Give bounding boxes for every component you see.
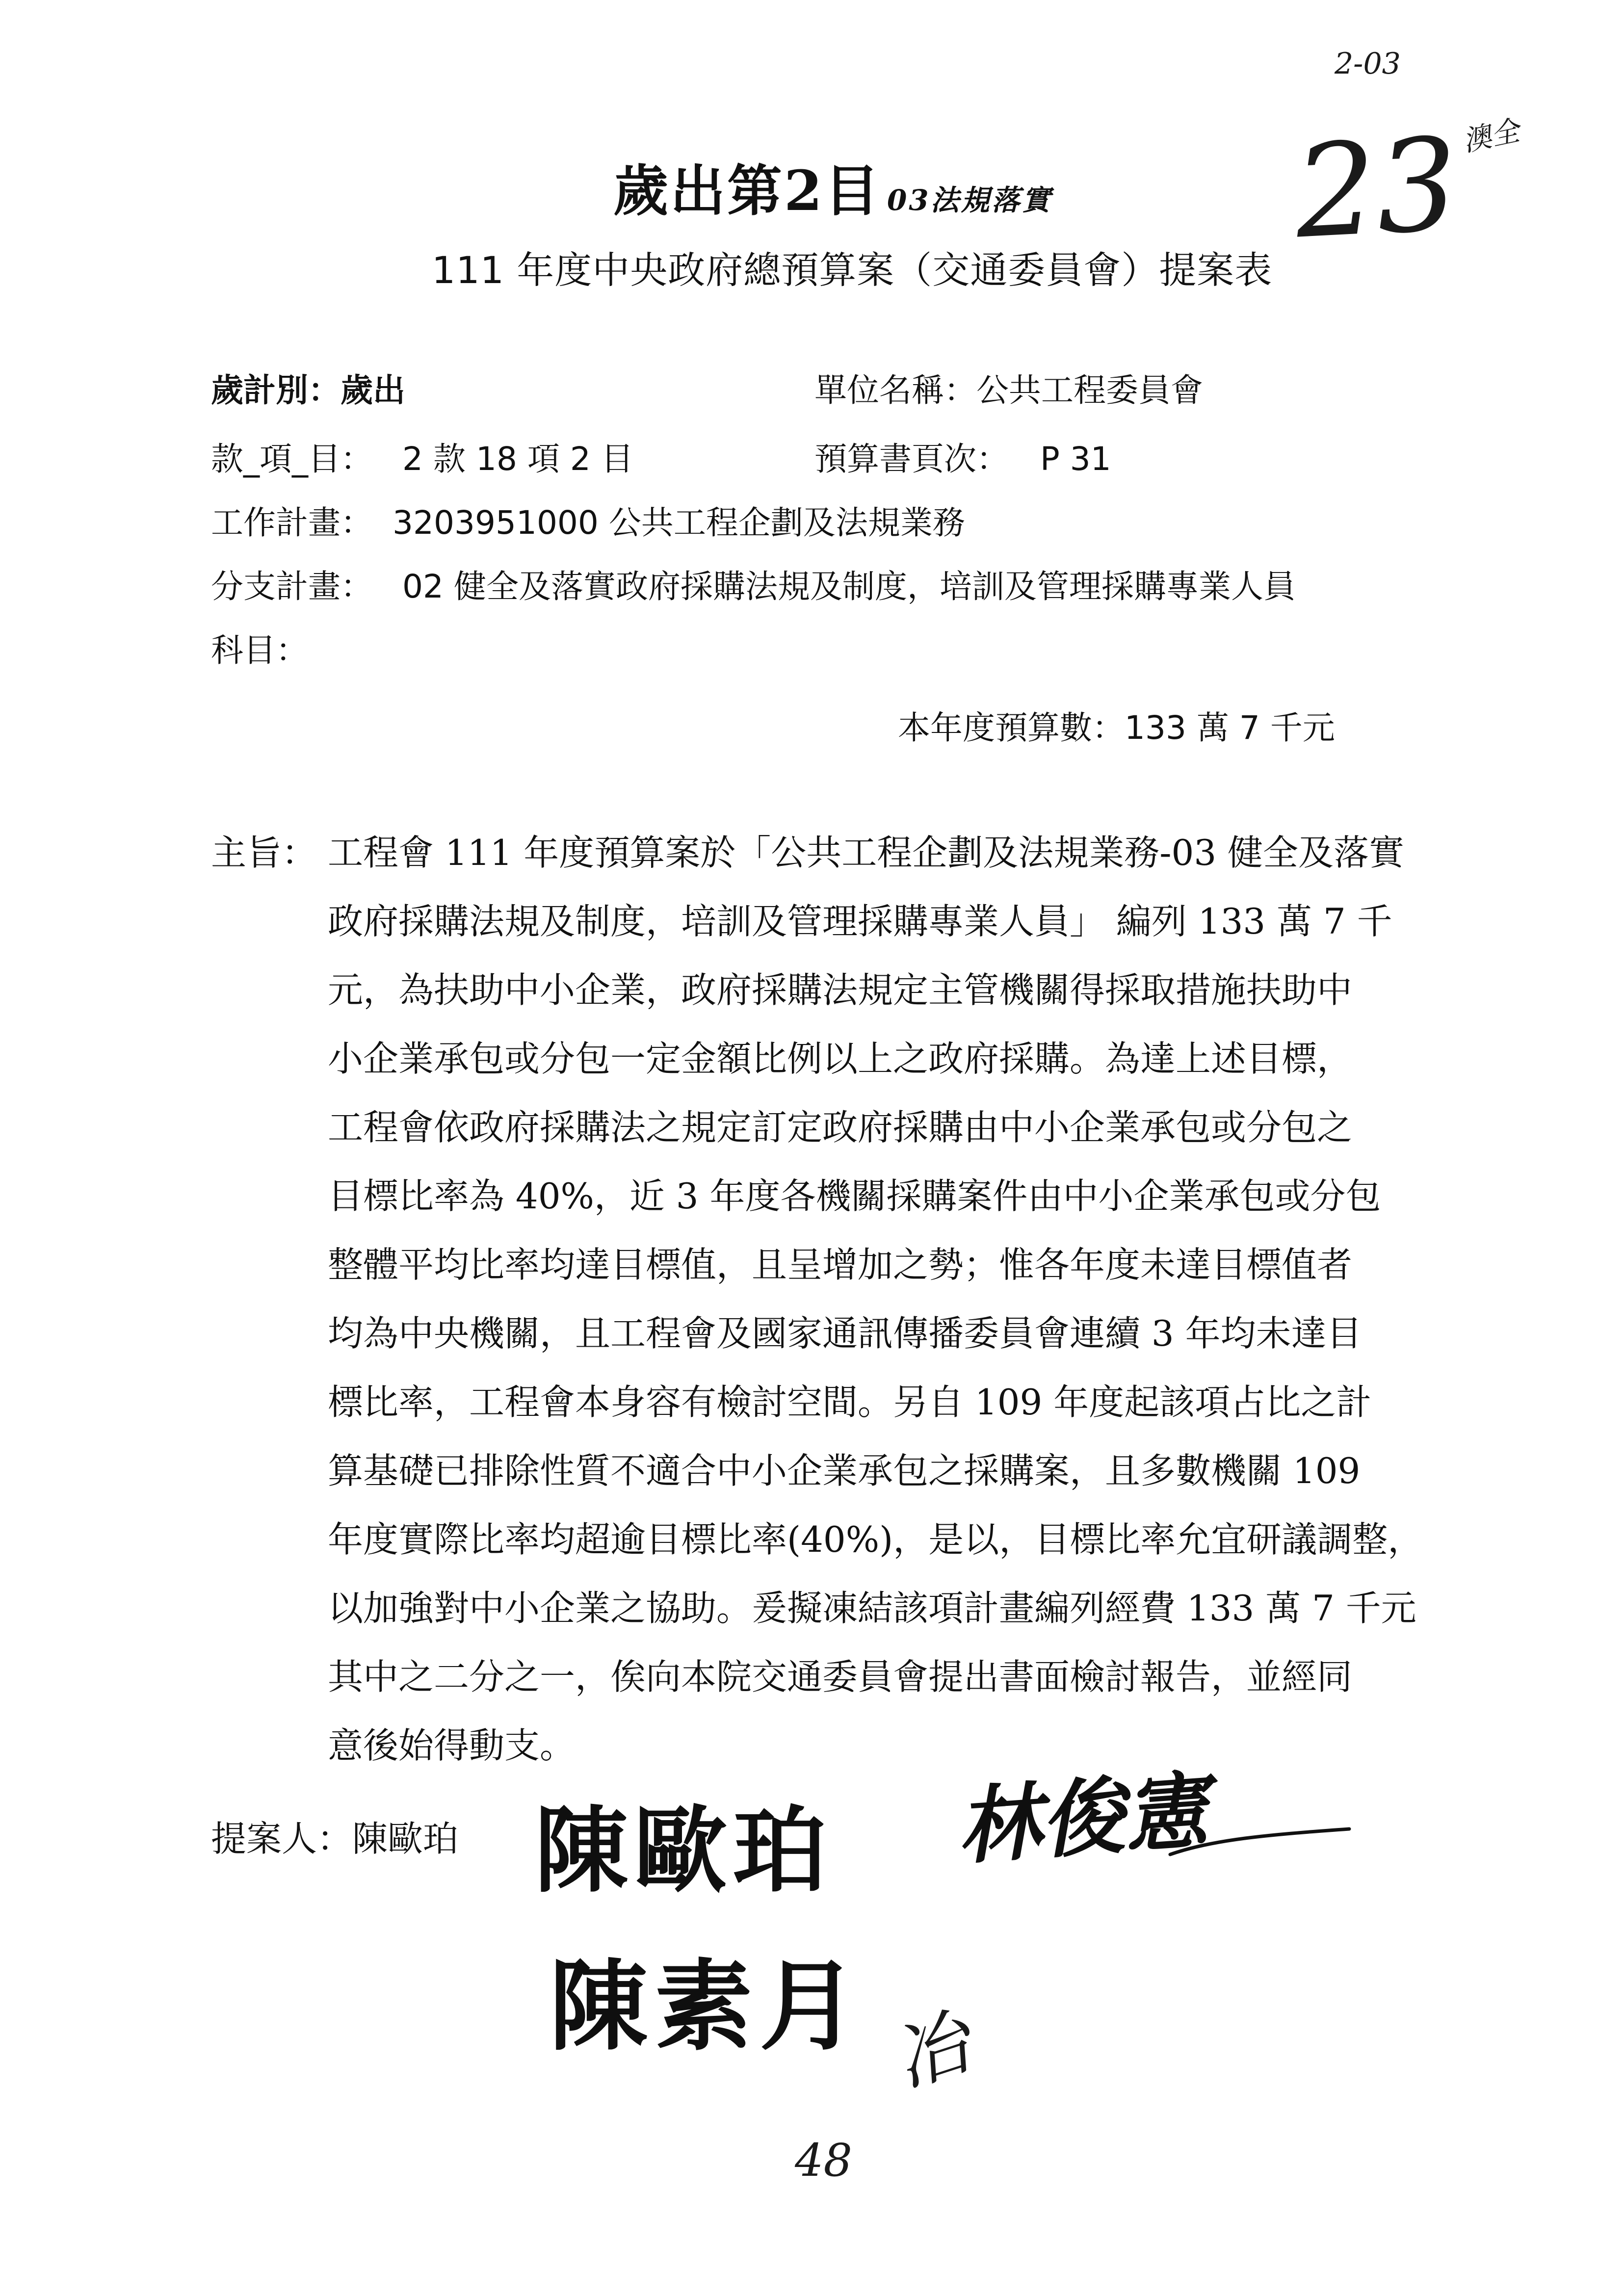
subject-line: 元，為扶助中小企業，政府採購法規定主管機關得採取措施扶助中 [328, 969, 1353, 1011]
section-label: 款_項_目： [211, 440, 373, 478]
signature-2: 林俊憲 [954, 1761, 1211, 1877]
document-title: 111 年度中央政府總預算案（交通委員會）提案表 [432, 248, 1273, 292]
subject-line: 算基礎已排除性質不適合中小企業承包之採購案，且多數機關 109 [328, 1450, 1361, 1491]
subject-label: 主旨： [211, 832, 317, 873]
handwritten-code: 2-03 [1335, 47, 1401, 81]
subject-line: 均為中央機關，且工程會及國家通訊傳播委員會連續 3 年均未達目 [328, 1313, 1362, 1354]
subject-line: 工程會 111 年度預算案於「公共工程企劃及法規業務-03 健全及落實 [328, 832, 1405, 873]
budget-page-value: P 31 [1040, 440, 1111, 478]
heading-main: 歲出第2目 [613, 159, 881, 223]
branch-plan-label: 分支計畫： [211, 568, 373, 605]
subject-line: 意後始得動支。 [328, 1725, 576, 1766]
proposer-label: 提案人：陳歐珀 [211, 1818, 459, 1859]
heading-sub: 03法規落實 [887, 183, 1052, 217]
budget-type: 歲計別：歲出 [211, 371, 405, 409]
subject-account-label: 科目： [211, 631, 308, 669]
work-plan-label: 工作計畫： [211, 504, 373, 542]
subject-line: 以加強對中小企業之協助。爰擬凍結該項計畫編列經費 133 萬 7 千元 [328, 1588, 1416, 1629]
handwritten-number: 23 [1291, 110, 1462, 267]
budget-page-label: 預算書頁次： [814, 440, 1009, 478]
subject-line: 年度實際比率均超逾目標比率(40%)，是以，目標比率允宜研議調整， [328, 1519, 1423, 1560]
handwritten-page-number: 48 [795, 2134, 853, 2187]
branch-plan-value: 02 健全及落實政府採購法規及制度，培訓及管理採購專業人員 [402, 568, 1296, 605]
subject-line: 工程會依政府採購法之規定訂定政府採購由中小企業承包或分包之 [328, 1107, 1353, 1148]
subject-line: 目標比率為 40%，近 3 年度各機關採購案件由中小企業承包或分包 [328, 1175, 1381, 1217]
handwritten-heading [613, 147, 1052, 226]
subject-line: 整體平均比率均達目標值，且呈增加之勢；惟各年度未達目標值者 [328, 1244, 1353, 1285]
signature-flourish [1168, 1825, 1354, 1864]
handwritten-note: 澳全 [1460, 113, 1522, 158]
subject-line: 小企業承包或分包一定金額比例以上之政府採購。為達上述目標， [328, 1038, 1353, 1079]
signature-1: 陳歐珀 [535, 1796, 833, 1905]
budget-amount: 本年度預算數：133 萬 7 千元 [898, 709, 1335, 747]
subject-line: 標比率，工程會本身容有檢討空間。另自 109 年度起該項占比之計 [328, 1382, 1372, 1423]
work-plan-value: 3203951000 公共工程企劃及法規業務 [393, 504, 965, 542]
subject-line: 其中之二分之一，俟向本院交通委員會提出書面檢討報告，並經同 [328, 1656, 1353, 1697]
subject-line: 政府採購法規及制度，培訓及管理採購專業人員」 編列 133 萬 7 千 [328, 901, 1392, 942]
section-value: 2 款 18 項 2 目 [402, 440, 633, 478]
handwritten-mark: 冶 [884, 1999, 980, 2104]
unit-name: 單位名稱：公共工程委員會 [814, 371, 1203, 409]
signature-3: 陳素月 [550, 1949, 865, 2064]
